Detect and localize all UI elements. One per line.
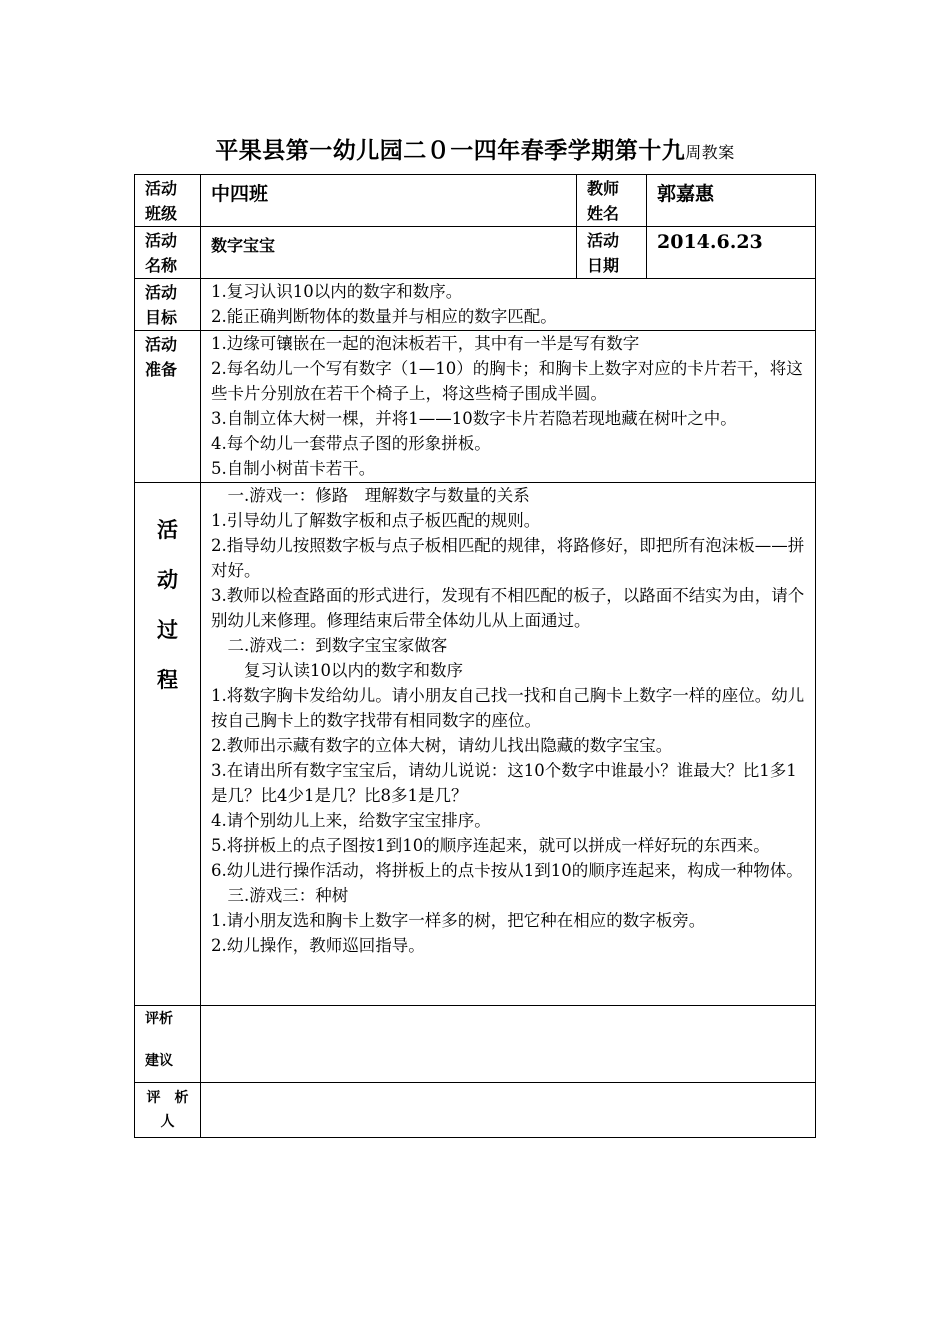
title-main: 平果县第一幼儿园二０一四年春季学期第十九 — [215, 137, 686, 164]
process-content — [201, 483, 816, 1006]
goals-label: 活动 目标 — [135, 279, 201, 331]
activity-name-label: 活动 名称 — [135, 227, 201, 279]
process-line: 4.请个别幼儿上来，给数字宝宝排序。 — [211, 811, 491, 830]
review-content — [201, 1006, 816, 1083]
process-line: 5.将拼板上的点子图按1到10的顺序连起来，就可以拼成一样好玩的东西来。 — [211, 836, 770, 855]
process-line: 2.教师出示藏有数字的立体大树，请幼儿找出隐藏的数字宝宝。 — [211, 736, 673, 755]
row-prep — [135, 331, 816, 483]
lesson-plan-table — [134, 174, 816, 1138]
class-value: 中四班 — [201, 175, 577, 227]
row-name — [135, 227, 816, 279]
process-line: 1.将数字胸卡发给幼儿。请小朋友自己找一找和自己胸卡上数字一样的座位。幼儿按自己胸卡上的数字找带有相同数字的座位。 — [211, 686, 805, 730]
process-line: 1.引导幼儿了解数字板和点子板匹配的规则。 — [211, 511, 541, 530]
class-label: 活动 班级 — [135, 175, 201, 227]
prep-line: 2.每名幼儿一个写有数字（1—10）的胸卡；和胸卡上数字对应的卡片若干，将这些卡片分别放在若干个椅子上，将这些椅子围成半圆。 — [211, 359, 803, 403]
goals-content — [201, 279, 816, 331]
process-heading: 一.游戏一：修路 理解数字与数量的关系 — [211, 486, 530, 505]
row-process — [135, 483, 816, 1006]
prep-line: 1.边缘可镶嵌在一起的泡沫板若干，其中有一半是写有数字 — [211, 334, 640, 353]
reviewer-label: 评 析 人 — [135, 1083, 201, 1138]
process-line: 1.请小朋友选和胸卡上数字一样多的树，把它种在相应的数字板旁。 — [211, 911, 706, 930]
process-heading: 二.游戏二：到数字宝宝家做客 — [211, 636, 448, 655]
process-heading: 三.游戏三：种树 — [211, 886, 349, 905]
row-goals — [135, 279, 816, 331]
row-reviewer — [135, 1083, 816, 1138]
process-line: 2.幼儿操作，教师巡回指导。 — [211, 936, 425, 955]
goal-line: 1.复习认识10以内的数字和数序。 — [211, 282, 463, 301]
review-label: 评析 建议 — [135, 1006, 201, 1083]
row-review — [135, 1006, 816, 1083]
date-value: 2014.6.23 — [647, 227, 816, 279]
process-subheading: 复习认读10以内的数字和数序 — [211, 661, 463, 680]
process-line: 3.在请出所有数字宝宝后，请幼儿说说：这10个数字中谁最小？谁最大？比1多1是几？比4少1是几？比8多1是几？ — [211, 761, 797, 805]
prep-line: 5.自制小树苗卡若干。 — [211, 459, 376, 478]
activity-name-value: 数字宝宝 — [201, 227, 577, 279]
date-label: 活动 日期 — [577, 227, 647, 279]
teacher-value: 郭嘉惠 — [647, 175, 816, 227]
prep-label: 活动 准备 — [135, 331, 201, 483]
prep-line: 3.自制立体大树一棵，并将1——10数字卡片若隐若现地藏在树叶之中。 — [211, 409, 737, 428]
page-title — [0, 132, 950, 165]
goal-line: 2.能正确判断物体的数量并与相应的数字匹配。 — [211, 307, 557, 326]
process-line: 6.幼儿进行操作活动，将拼板上的点卡按从1到10的顺序连起来，构成一种物体。 — [211, 861, 803, 880]
process-line: 3.教师以检查路面的形式进行，发现有不相匹配的板子，以路面不结实为由，请个别幼儿来修理。修理结束后带全体幼儿从上面通过。 — [211, 586, 805, 630]
process-label: 活 动 过 程 — [135, 483, 201, 1006]
reviewer-content — [201, 1083, 816, 1138]
process-line: 2.指导幼儿按照数字板与点子板相匹配的规律，将路修好，即把所有泡沫板——拼对好。 — [211, 536, 805, 580]
prep-content — [201, 331, 816, 483]
title-suffix: 周教案 — [685, 143, 735, 162]
teacher-label: 教师 姓名 — [577, 175, 647, 227]
row-class — [135, 175, 816, 227]
prep-line: 4.每个幼儿一套带点子图的形象拼板。 — [211, 434, 491, 453]
